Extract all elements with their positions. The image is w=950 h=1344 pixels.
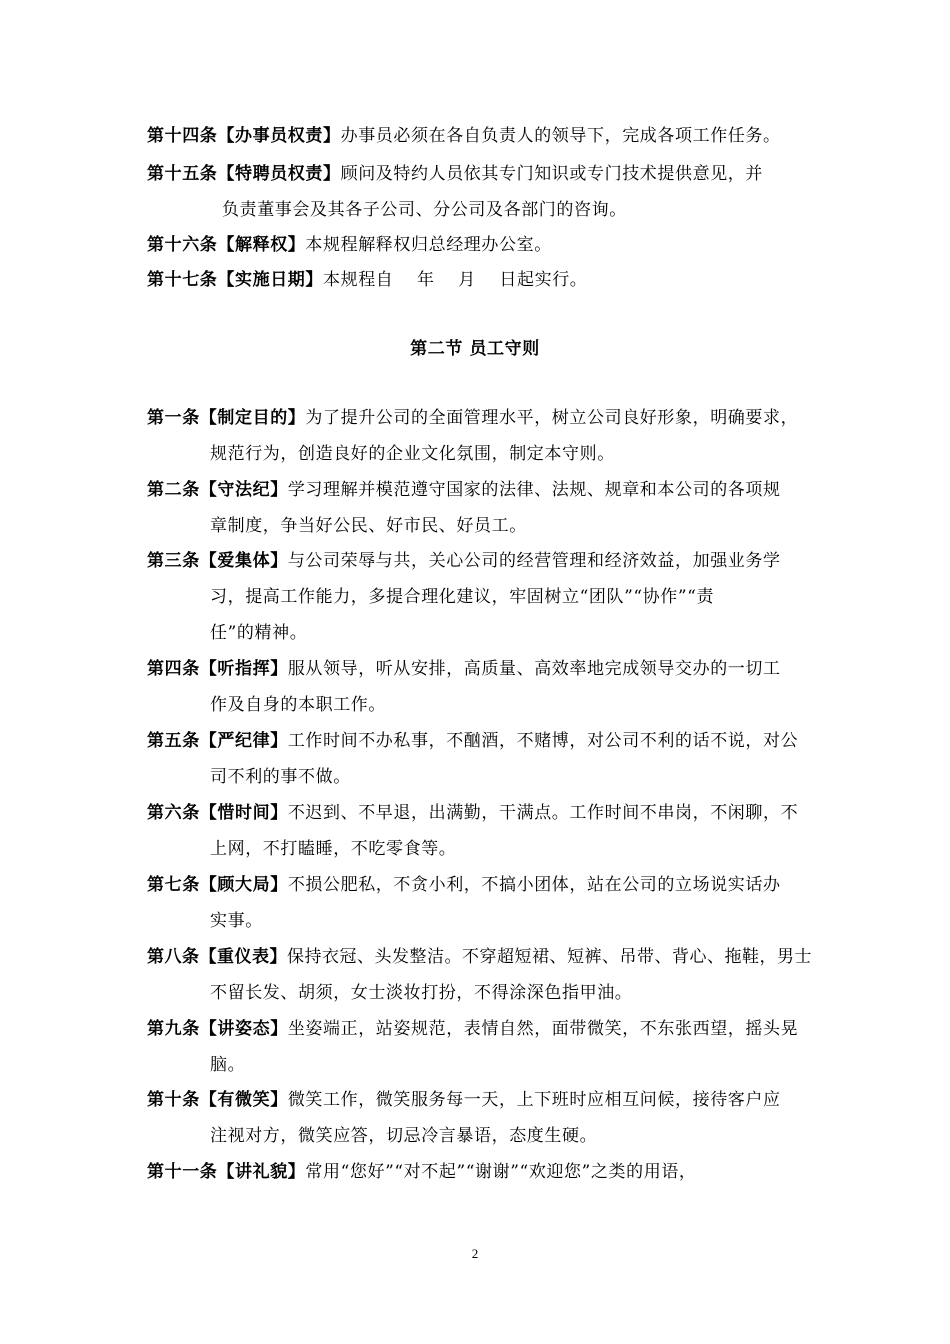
rule-5 bbox=[147, 729, 798, 753]
rule-text: 与公司荣辱与共，关心公司的经营管理和经济效益，加强业务学 bbox=[287, 551, 781, 571]
article-15-continuation: 负责董事会及其各子公司、分公司及各部门的咨询。 bbox=[222, 200, 627, 220]
rule-10-continuation: 注视对方，微笑应答，切忌冷言暴语，态度生硬。 bbox=[210, 1126, 598, 1146]
rule-heading: 第十条【有微笑】 bbox=[147, 1090, 288, 1110]
rule-heading: 第六条【惜时间】 bbox=[147, 803, 288, 823]
section-title: 第二节 员工守则 bbox=[410, 339, 540, 359]
article-heading: 第十四条【办事员权责】 bbox=[147, 126, 341, 146]
article-17 bbox=[147, 268, 587, 292]
rule-text: 为了提升公司的全面管理水平，树立公司良好形象，明确要求， bbox=[305, 408, 799, 428]
rule-3-continuation: 习，提高工作能力，多提合理化建议，牢固树立“团队”“协作”“责 bbox=[210, 587, 715, 607]
rule-text: 服从领导，听从安排，高质量、高效率地完成领导交办的一切工 bbox=[287, 659, 781, 679]
rule-7 bbox=[147, 873, 781, 897]
rule-8 bbox=[147, 945, 812, 969]
article-text: 顾问及特约人员依其专门知识或专门技术提供意见，并 bbox=[340, 164, 764, 184]
rule-5-continuation: 司不利的事不做。 bbox=[210, 767, 351, 787]
rule-11 bbox=[147, 1160, 697, 1184]
article-heading: 第十七条【实施日期】 bbox=[147, 270, 323, 290]
rule-heading: 第一条【制定目的】 bbox=[147, 408, 306, 428]
article-16 bbox=[147, 233, 552, 257]
rule-6-continuation: 上网，不打瞌睡，不吃零食等。 bbox=[210, 839, 457, 859]
rule-text: 保持衣冠、头发整洁。不穿超短裙、短裤、吊带、背心、拖鞋，男士 bbox=[287, 947, 812, 967]
rule-text: 工作时间不办私事，不酗酒，不赌博，对公司不利的话不说，对公 bbox=[287, 731, 799, 751]
article-text: 本规程解释权归总经理办公室。 bbox=[305, 235, 552, 255]
rule-8-continuation: 不留长发、胡须，女士淡妆打扮，不得涂深色指甲油。 bbox=[210, 983, 633, 1003]
rule-text: 学习理解并模范遵守国家的法律、法规、规章和本公司的各项规 bbox=[287, 480, 781, 500]
rule-text: 微笑工作，微笑服务每一天，上下班时应相互问候，接待客户应 bbox=[287, 1090, 781, 1110]
rule-10 bbox=[147, 1088, 781, 1112]
rule-heading: 第五条【严纪律】 bbox=[147, 731, 288, 751]
rule-heading: 第十一条【讲礼貌】 bbox=[147, 1162, 306, 1182]
rule-2 bbox=[147, 478, 781, 502]
rule-4-continuation: 作及自身的本职工作。 bbox=[210, 695, 386, 715]
rule-heading: 第七条【顾大局】 bbox=[147, 875, 288, 895]
rule-3 bbox=[147, 549, 781, 573]
article-15 bbox=[147, 162, 763, 186]
rule-heading: 第四条【听指挥】 bbox=[147, 659, 288, 679]
rule-heading: 第三条【爱集体】 bbox=[147, 551, 288, 571]
rule-heading: 第二条【守法纪】 bbox=[147, 480, 288, 500]
article-text: 办事员必须在各自负责人的领导下，完成各项工作任务。 bbox=[340, 126, 781, 146]
rule-3-continuation-2: 任”的精神。 bbox=[210, 623, 308, 643]
article-text: 本规程自 年 月 日起实行。 bbox=[323, 270, 588, 290]
article-heading: 第十六条【解释权】 bbox=[147, 235, 306, 255]
rule-text: 常用“您好”“对不起”“谢谢”“欢迎您”之类的用语， bbox=[305, 1162, 697, 1182]
rule-heading: 第九条【讲姿态】 bbox=[147, 1019, 288, 1039]
article-14 bbox=[147, 124, 781, 148]
rule-2-continuation: 章制度，争当好公民、好市民、好员工。 bbox=[210, 516, 527, 536]
rule-text: 坐姿端正，站姿规范，表情自然，面带微笑，不东张西望，摇头晃 bbox=[287, 1019, 799, 1039]
rule-1 bbox=[147, 406, 798, 430]
rule-4 bbox=[147, 657, 781, 681]
rule-heading: 第八条【重仪表】 bbox=[147, 947, 287, 967]
rule-7-continuation: 实事。 bbox=[210, 911, 263, 931]
rule-6 bbox=[147, 801, 798, 825]
rule-9 bbox=[147, 1017, 798, 1041]
article-heading: 第十五条【特聘员权责】 bbox=[147, 164, 341, 184]
rule-text: 不迟到、不早退，出满勤，干满点。工作时间不串岗，不闲聊，不 bbox=[287, 803, 799, 823]
rule-9-continuation: 脑。 bbox=[210, 1055, 246, 1075]
rule-1-continuation: 规范行为，创造良好的企业文化氛围，制定本守则。 bbox=[210, 444, 615, 464]
rule-text: 不损公肥私，不贪小利，不搞小团体，站在公司的立场说实话办 bbox=[287, 875, 781, 895]
page-number: 2 bbox=[471, 1246, 479, 1261]
